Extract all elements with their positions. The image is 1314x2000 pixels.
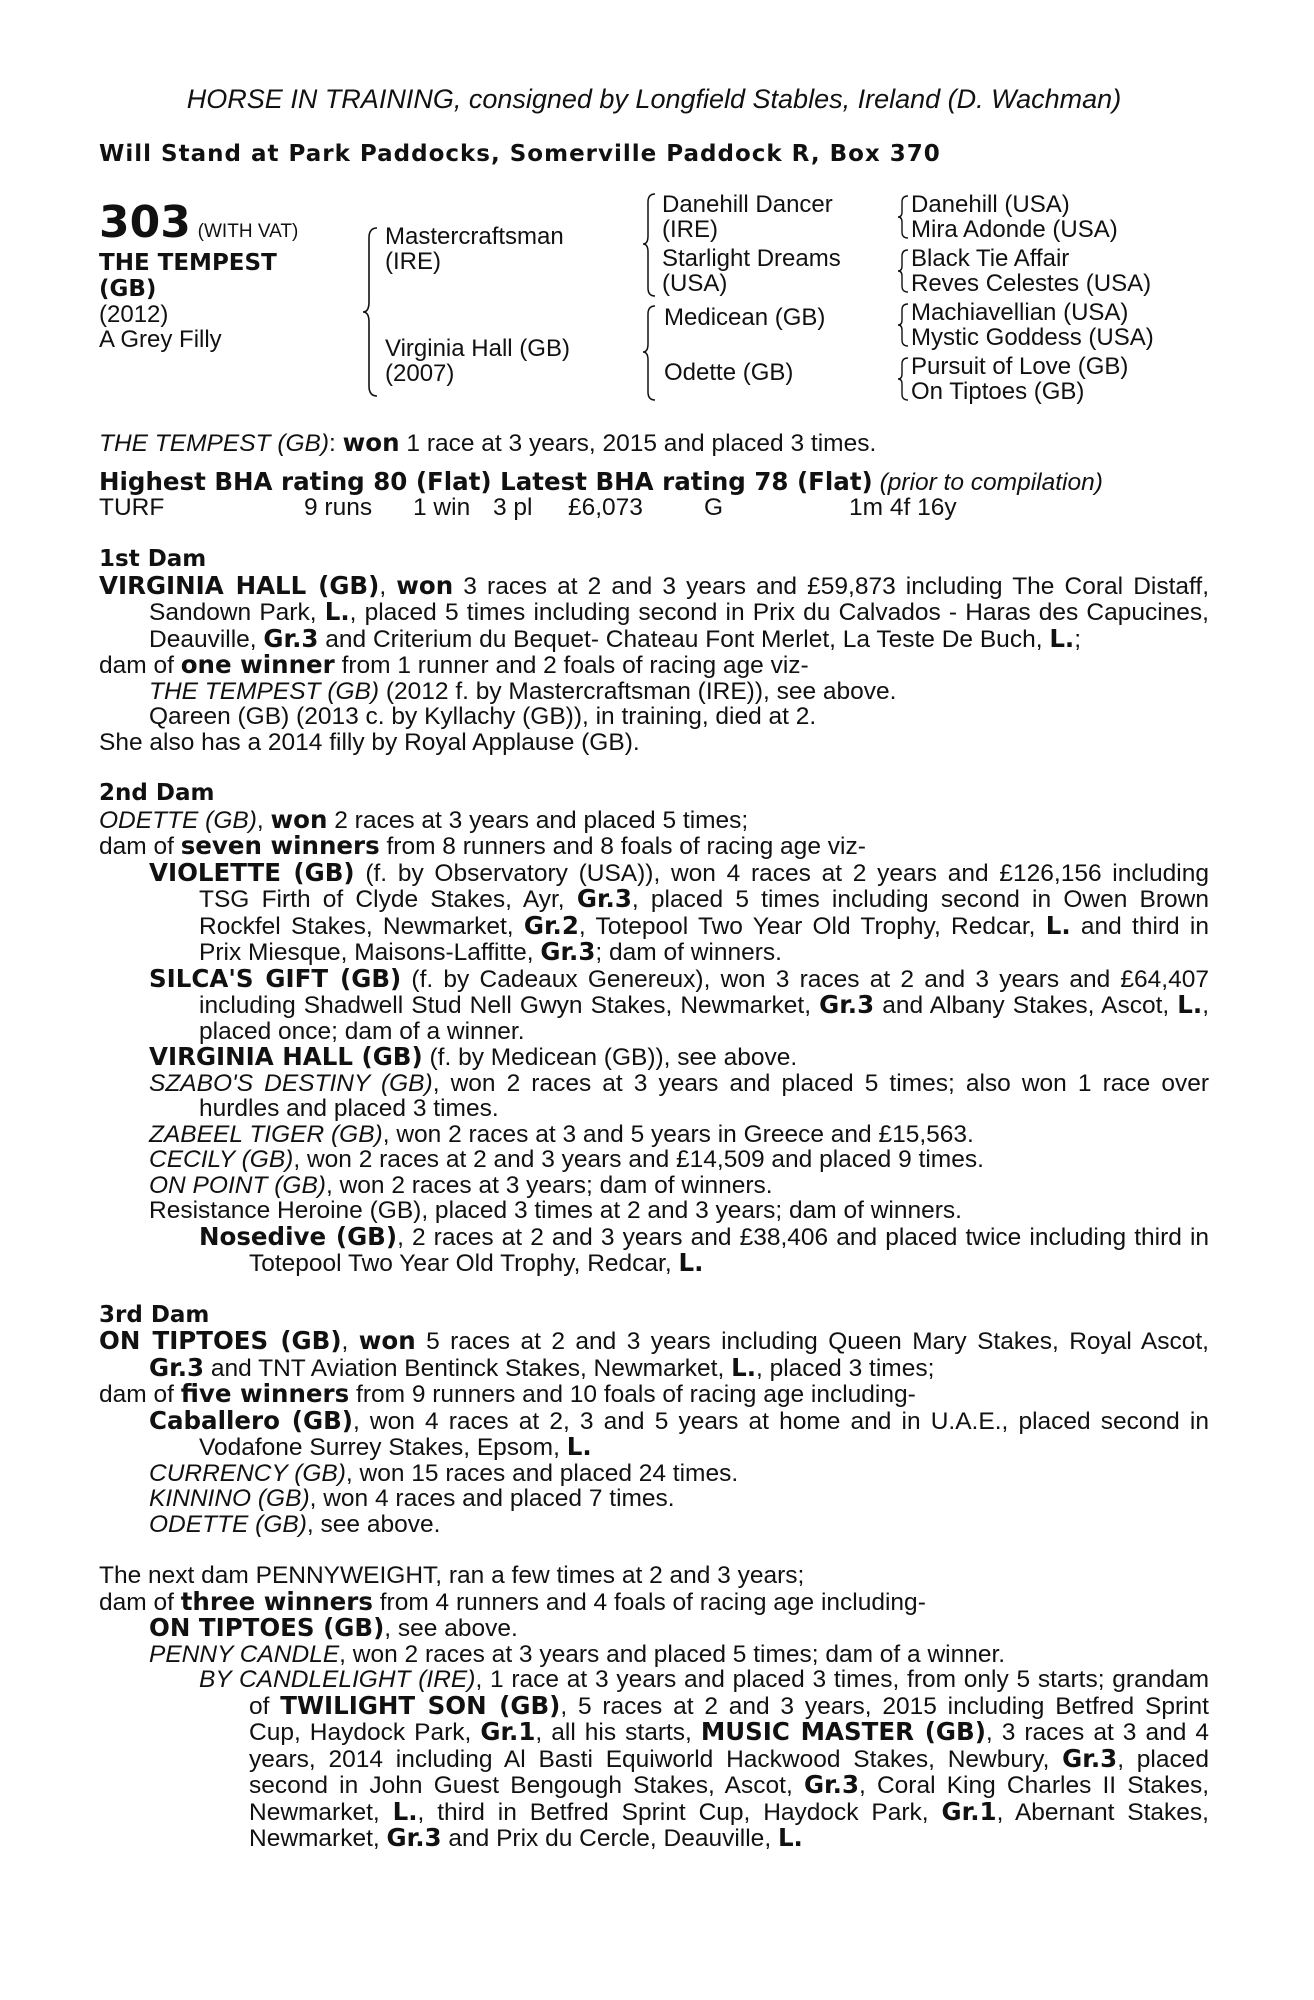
group-mark: Gr.3 bbox=[576, 884, 632, 913]
first-dam-produce-summary bbox=[99, 652, 1209, 679]
produce-text: ; dam of winners. bbox=[595, 939, 782, 966]
dam-of-text: dam of bbox=[99, 1588, 181, 1616]
third-dam-section bbox=[99, 1303, 1209, 1538]
turf-placed: 3 pl bbox=[493, 494, 533, 521]
produce-name: MUSIC MASTER (GB) bbox=[700, 1717, 986, 1746]
produce-entry bbox=[99, 1173, 1209, 1199]
group-mark: Gr.1 bbox=[941, 1796, 997, 1826]
first-dam-text: 3 races at 2 and 3 years and £59,873 including The Coral Distaff, Sandown Park, bbox=[149, 572, 1209, 626]
dam-dam-dam: On Tiptoes (GB) bbox=[911, 378, 1085, 405]
produce-name: BY CANDLELIGHT (IRE) bbox=[199, 1666, 476, 1693]
turf-going: G bbox=[704, 494, 724, 521]
produce-text: , 3 races at 3 and 4 years, 2014 including Al Basti Equiworld Hackwood Stakes, Newbury, bbox=[249, 1719, 1209, 1773]
third-dam-text: and TNT Aviation Bentinck Stakes, Newmarket, bbox=[204, 1354, 732, 1382]
sire-sire: Danehill Dancer bbox=[662, 191, 833, 218]
group-mark: Gr.3 bbox=[819, 990, 875, 1019]
produce-text: and Prix du Cercle, Deauville, bbox=[441, 1825, 778, 1852]
dam-of-text: from 1 runner and 2 foals of racing age viz- bbox=[334, 652, 809, 679]
gen4-brace-2 bbox=[896, 248, 910, 294]
produce-name: SZABO'S DESTINY (GB) bbox=[149, 1069, 433, 1097]
horse-name-line1: THE TEMPEST bbox=[99, 250, 277, 276]
produce-entry bbox=[99, 1122, 1209, 1148]
produce-text: (f. by Medicean (GB)), see above. bbox=[422, 1044, 798, 1071]
dam-sire: Medicean (GB) bbox=[664, 304, 826, 331]
listed-mark: L. bbox=[566, 1432, 592, 1461]
produce-text: , 2 races at 2 and 3 years and £38,406 and placed twice including third in Totepool Two Year Old Trophy, Redcar, bbox=[249, 1223, 1210, 1277]
listed-mark: L. bbox=[324, 597, 350, 626]
group-mark: Gr.2 bbox=[523, 910, 579, 940]
produce-entry bbox=[99, 1512, 1209, 1538]
next-dam-section bbox=[99, 1563, 1209, 1852]
produce-entry bbox=[99, 963, 1209, 1045]
produce-text: , placed once; dam of a winner. bbox=[199, 992, 1209, 1045]
second-dam-heading: 2nd Dam bbox=[99, 780, 215, 806]
second-dam-text: 2 races at 3 years and placed 5 times; bbox=[327, 806, 749, 834]
second-dam-name: ODETTE (GB) bbox=[99, 806, 257, 834]
listed-mark: L. bbox=[392, 1796, 418, 1826]
group-mark: Gr.3 bbox=[540, 937, 596, 966]
summary-horse-name: THE TEMPEST (GB) bbox=[99, 430, 330, 457]
next-dam-produce-summary bbox=[99, 1586, 1209, 1616]
rating-note: (prior to compilation) bbox=[879, 468, 1103, 496]
produce-entry bbox=[99, 1405, 1209, 1461]
produce-entry bbox=[99, 1615, 1209, 1642]
sire-dam-brace bbox=[361, 226, 381, 398]
listed-mark: L. bbox=[777, 1823, 803, 1852]
first-dam-heading: 1st Dam bbox=[99, 546, 207, 572]
foal-entry: Qareen (GB) (2013 c. by Kyllachy (GB)), in training, died at 2. bbox=[149, 703, 817, 730]
vat-label: (WITH VAT) bbox=[197, 221, 299, 242]
produce-text: and Albany Stakes, Ascot, bbox=[874, 992, 1178, 1019]
produce-entry bbox=[99, 1071, 1209, 1122]
dam-of-text: from 4 runners and 4 foals of racing age including- bbox=[372, 1588, 926, 1616]
turf-runs: 9 runs bbox=[304, 494, 373, 521]
second-dam-record bbox=[99, 804, 1209, 834]
produce-name: KINNINO (GB) bbox=[149, 1485, 310, 1512]
sire-sire-origin: (IRE) bbox=[662, 216, 718, 243]
dam-year: (2007) bbox=[385, 360, 455, 387]
dam-of-text: from 9 runners and 10 foals of racing age including- bbox=[349, 1381, 916, 1408]
group-mark: Gr.3 bbox=[263, 623, 319, 653]
first-dam-name: VIRGINIA HALL (GB) bbox=[99, 570, 380, 600]
produce-name: ODETTE (GB) bbox=[149, 1510, 307, 1538]
horse-description: A Grey Filly bbox=[99, 326, 222, 353]
separator: , bbox=[256, 806, 271, 834]
produce-name: VIRGINIA HALL (GB) bbox=[149, 1042, 423, 1071]
gen4-brace-3 bbox=[896, 302, 910, 348]
first-dam-text: and Criterium du Bequet- Chateau Font Merlet, La Teste De Buch, bbox=[318, 625, 1050, 653]
produce-text: , won 2 races at 3 years; dam of winners. bbox=[325, 1171, 773, 1199]
race-summary bbox=[99, 430, 1209, 457]
dam-of-text: dam of bbox=[99, 833, 181, 860]
second-dam-section bbox=[99, 781, 1209, 1277]
winners-count: one winner bbox=[180, 650, 335, 679]
third-dam-produce-summary bbox=[99, 1381, 1209, 1408]
produce-text: , 1 race at 3 years and placed 3 times, from only 5 starts; grandam of bbox=[249, 1666, 1209, 1720]
turf-distance: 1m 4f 16y bbox=[849, 494, 957, 521]
horse-year: (2012) bbox=[99, 301, 169, 328]
sire-dam-sire: Black Tie Affair bbox=[911, 245, 1070, 272]
produce-entry bbox=[99, 1147, 1209, 1173]
produce-text: , 5 races at 2 and 3 years, 2015 including Betfred Sprint Cup, Haydock Park, bbox=[249, 1692, 1209, 1746]
won-label: won bbox=[358, 1326, 416, 1355]
third-dam-heading: 3rd Dam bbox=[99, 1301, 210, 1328]
stand-location: Will Stand at Park Paddocks, Somerville Paddock R, Box 370 bbox=[99, 141, 941, 167]
turf-money: £6,073 bbox=[568, 494, 643, 521]
first-dam-won: won bbox=[396, 570, 454, 600]
foal-name: THE TEMPEST (GB) bbox=[149, 677, 380, 705]
first-dam-record: VIRGINIA HALL (GB), won 3 races at 2 and 3 years and £59,873 including The Coral Distaff, Sandown Park, L., placed 5 times including second in Prix du Calvados - Haras des Capucines, Deauville, Gr.3 and Criterium du Bequet- Chateau Font Merlet, La Teste De Buch, L.; bbox=[99, 570, 1209, 653]
produce-text: , Coral King Charles II Stakes, Newmarket, bbox=[249, 1772, 1209, 1826]
listed-mark: L. bbox=[1045, 910, 1071, 940]
sire-origin: (IRE) bbox=[385, 248, 441, 275]
produce-name: ZABEEL TIGER (GB) bbox=[149, 1120, 383, 1148]
produce-name: TWILIGHT SON (GB) bbox=[280, 1690, 561, 1720]
third-dam-name: ON TIPTOES (GB) bbox=[99, 1326, 342, 1355]
produce-name: ON POINT (GB) bbox=[149, 1171, 326, 1199]
dam-parents-brace bbox=[641, 304, 659, 402]
group-mark: Gr.3 bbox=[149, 1352, 205, 1382]
rating-line bbox=[99, 466, 1209, 496]
produce-entry bbox=[99, 1642, 1209, 1668]
first-dam-text: , placed 5 times including second in Prix du Calvados - Haras des Capucines, Deauville, bbox=[149, 599, 1209, 653]
produce-text: , placed second in John Guest Bengough Stakes, Ascot, bbox=[249, 1745, 1209, 1799]
gen4-brace-4 bbox=[896, 356, 910, 402]
listed-mark: L. bbox=[1177, 990, 1203, 1019]
produce-entry bbox=[99, 1044, 1209, 1071]
produce-name: SILCA'S GIFT (GB) bbox=[149, 963, 402, 993]
grandproduce-entry bbox=[99, 1221, 1210, 1277]
dam-of-text: from 8 runners and 8 foals of racing age viz- bbox=[379, 833, 866, 860]
produce-text: , won 4 races and placed 7 times. bbox=[309, 1485, 675, 1512]
rating-bold: Highest BHA rating 80 (Flat) Latest BHA rating 78 (Flat) bbox=[99, 466, 873, 496]
produce-name: CECILY (GB) bbox=[149, 1146, 294, 1173]
produce-text: , won 2 races at 2 and 3 years and £14,509 and placed 9 times. bbox=[293, 1146, 984, 1173]
next-dam-record: The next dam PENNYWEIGHT, ran a few times at 2 and 3 years; bbox=[99, 1562, 805, 1589]
lot-number: 303 bbox=[99, 197, 191, 248]
produce-entry bbox=[99, 1461, 1209, 1487]
group-mark: Gr.3 bbox=[803, 1770, 859, 1799]
produce-name: CURRENCY (GB) bbox=[149, 1459, 346, 1487]
winners-count: three winners bbox=[180, 1586, 373, 1616]
turf-record bbox=[99, 495, 1209, 521]
foal-entry bbox=[99, 679, 1209, 705]
group-mark: Gr.1 bbox=[480, 1717, 536, 1746]
grandproduce-entry bbox=[99, 1667, 1209, 1852]
produce-text: , won 4 races at 2, 3 and 5 years at home and in U.A.E., placed second in Vodafone Surrey Stakes, Epsom, bbox=[199, 1407, 1209, 1461]
consignor-heading: HORSE IN TRAINING, consigned by Longfield Stables, Ireland (D. Wachman) bbox=[186, 84, 1122, 114]
horse-name-line2: (GB) bbox=[99, 276, 157, 302]
catalogue-page bbox=[99, 84, 1209, 1852]
turf-wins: 1 win bbox=[413, 494, 471, 521]
foal-note: She also has a 2014 filly by Royal Applause (GB). bbox=[99, 728, 640, 756]
produce-text: , won 2 races at 3 years and placed 5 times; also won 1 race over hurdles and placed 3 times. bbox=[199, 1069, 1209, 1122]
won-label: won bbox=[270, 804, 328, 834]
dam-dam-sire: Pursuit of Love (GB) bbox=[911, 353, 1129, 380]
summary-text: 1 race at 3 years, 2015 and placed 3 times. bbox=[399, 430, 877, 457]
summary-colon: : bbox=[329, 430, 343, 457]
sire-dam-origin: (USA) bbox=[662, 270, 728, 297]
first-dam-text: ; bbox=[1074, 625, 1082, 653]
sire-parents-brace bbox=[641, 192, 659, 298]
produce-text: , Totepool Two Year Old Trophy, Redcar, bbox=[578, 912, 1046, 940]
produce-name: Caballero (GB) bbox=[149, 1405, 353, 1435]
sire-sire-dam: Mira Adonde (USA) bbox=[911, 216, 1118, 243]
produce-name: ON TIPTOES (GB) bbox=[149, 1613, 385, 1642]
pedigree-table bbox=[99, 192, 1209, 422]
produce-text: (f. by Cadeaux Genereux), won 3 races at 2 and 3 years and £64,407 including Shadwell Stud Nell Gwyn Stakes, Newmarket, bbox=[199, 965, 1209, 1019]
turf-label: TURF bbox=[99, 494, 165, 521]
third-dam-record bbox=[99, 1328, 1209, 1381]
produce-name: VIOLETTE (GB) bbox=[149, 857, 355, 887]
dam-dam: Odette (GB) bbox=[664, 359, 794, 386]
dam-of-text: dam of bbox=[99, 1381, 181, 1408]
second-dam-produce-summary bbox=[99, 833, 1209, 860]
produce-text: , won 2 races at 3 years and placed 5 times; dam of a winner. bbox=[339, 1640, 1006, 1668]
sire-sire-sire: Danehill (USA) bbox=[911, 191, 1070, 218]
dam-name: Virginia Hall (GB) bbox=[385, 335, 570, 362]
produce-text: , Abernant Stakes, Newmarket, bbox=[249, 1798, 1209, 1852]
listed-mark: L. bbox=[731, 1352, 756, 1382]
produce-text: , all his starts, bbox=[535, 1719, 701, 1746]
dam-sire-dam: Mystic Goddess (USA) bbox=[911, 324, 1154, 351]
listed-mark: L. bbox=[678, 1248, 704, 1277]
sire-name: Mastercraftsman bbox=[385, 223, 564, 250]
produce-text: and third in Prix Miesque, Maisons-Laffitte, bbox=[199, 912, 1209, 966]
produce-name: Nosedive (GB) bbox=[199, 1221, 398, 1251]
produce-text: , third in Betfred Sprint Cup, Haydock Park, bbox=[417, 1798, 942, 1826]
third-dam-text: , placed 3 times; bbox=[756, 1354, 935, 1382]
dam-of-text: dam of bbox=[99, 652, 181, 679]
group-mark: Gr.3 bbox=[1062, 1743, 1118, 1773]
lot-number-line bbox=[99, 197, 299, 248]
separator: , bbox=[341, 1328, 359, 1355]
produce-text: , placed 5 times including second in Owen Brown Rockfel Stakes, Newmarket, bbox=[199, 886, 1209, 940]
produce-entry: Resistance Heroine (GB), placed 3 times at 2 and 3 years; dam of winners. bbox=[149, 1197, 962, 1224]
produce-text: (f. by Observatory (USA)), won 4 races at 2 years and £126,156 including TSG Firth of Clyde Stakes, Ayr, bbox=[199, 859, 1210, 913]
produce-entry bbox=[99, 857, 1210, 966]
winners-count: seven winners bbox=[180, 831, 380, 860]
produce-name: PENNY CANDLE bbox=[149, 1640, 340, 1668]
sire-dam-dam: Reves Celestes (USA) bbox=[911, 270, 1152, 297]
sire-dam: Starlight Dreams bbox=[662, 245, 841, 272]
summary-won: won bbox=[342, 428, 400, 457]
listed-mark: L. bbox=[1049, 623, 1075, 653]
dam-sire-sire: Machiavellian (USA) bbox=[911, 299, 1129, 326]
first-dam-section bbox=[99, 547, 1209, 755]
produce-text: , won 15 races and placed 24 times. bbox=[345, 1459, 739, 1487]
produce-text: , see above. bbox=[306, 1510, 441, 1538]
foal-text: (2012 f. by Mastercraftsman (IRE)), see above. bbox=[379, 677, 897, 705]
group-mark: Gr.3 bbox=[386, 1823, 442, 1852]
gen4-brace-1 bbox=[896, 194, 910, 240]
produce-text: , see above. bbox=[384, 1615, 518, 1642]
winners-count: five winners bbox=[180, 1379, 350, 1408]
produce-entry bbox=[99, 1486, 1209, 1512]
produce-text: , won 2 races at 3 and 5 years in Greece and £15,563. bbox=[382, 1120, 974, 1148]
third-dam-text: 5 races at 2 and 3 years including Queen Mary Stakes, Royal Ascot, bbox=[415, 1328, 1209, 1355]
